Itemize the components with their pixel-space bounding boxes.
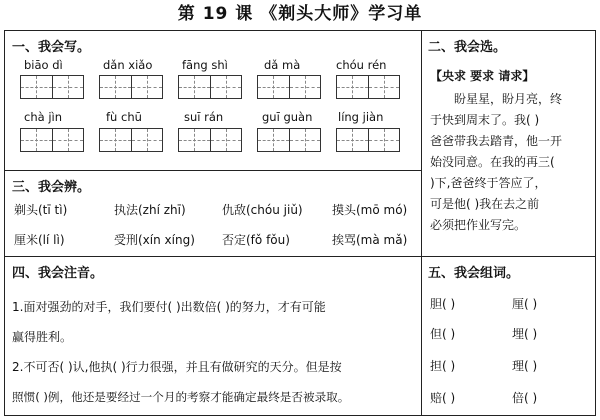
passage-line: 赢得胜利。 bbox=[12, 330, 73, 344]
word-group-item[interactable]: 担( ) bbox=[430, 359, 456, 373]
word-group-item[interactable]: 但( ) bbox=[430, 327, 456, 341]
word-group-item[interactable]: 赔( ) bbox=[430, 391, 456, 405]
pinyin-label: dǎ mà bbox=[264, 58, 301, 72]
distinguish-item: 仇敌(chóu jiǔ) bbox=[222, 203, 303, 217]
word-group-item[interactable]: 胆( ) bbox=[430, 297, 456, 311]
writing-grid[interactable] bbox=[336, 75, 400, 99]
writing-grid[interactable] bbox=[99, 75, 163, 99]
pinyin-label: suī rán bbox=[184, 110, 224, 124]
passage-line: 照惯( )例，他还是要经过一个月的考察才能确定最终是否被录取。 bbox=[12, 390, 350, 404]
word-group-item[interactable]: 埋( ) bbox=[512, 327, 538, 341]
passage-line: 爸爸带我去踏青，他一开 bbox=[430, 134, 563, 148]
writing-grid[interactable] bbox=[178, 128, 242, 152]
distinguish-item: 否定(fǒ fǒu) bbox=[222, 233, 290, 247]
section-4-heading: 四、我会注音。 bbox=[12, 266, 104, 281]
section-divider bbox=[4, 256, 596, 257]
section-5-heading: 五、我会组词。 bbox=[428, 266, 520, 281]
distinguish-item: 厘米(lí lì) bbox=[14, 233, 65, 247]
pinyin-label: guī guàn bbox=[262, 110, 313, 124]
word-options: 【央求 要求 请求】 bbox=[430, 69, 535, 83]
writing-grid[interactable] bbox=[99, 128, 163, 152]
pinyin-label: chóu rén bbox=[336, 58, 387, 72]
passage-line: )下,爸爸终于答应了， bbox=[430, 176, 547, 190]
section-1-heading: 一、我会写。 bbox=[12, 40, 91, 55]
passage-line: 于快到周末了。我( ) bbox=[430, 113, 540, 127]
passage-line: 1.面对强劲的对手，我们要付( )出数倍( )的努力，才有可能 bbox=[12, 300, 326, 314]
section-3-heading: 三、我会辨。 bbox=[12, 180, 91, 195]
page-title: 第 19 课 《剃头大师》学习单 bbox=[177, 4, 423, 24]
column-divider bbox=[421, 30, 422, 416]
distinguish-item: 剃头(tī tì) bbox=[14, 203, 68, 217]
passage-line: 2.不可否( )认,他执( )行力很强，并且有做研究的天分。但是按 bbox=[12, 360, 342, 374]
pinyin-label: chà jìn bbox=[24, 110, 62, 124]
pinyin-label: biāo dì bbox=[24, 58, 63, 72]
phonetic-passage bbox=[12, 292, 417, 412]
writing-grid[interactable] bbox=[20, 75, 84, 99]
distinguish-item: 受刑(xín xíng) bbox=[114, 233, 195, 247]
distinguish-item: 挨骂(mà mǎ) bbox=[332, 233, 408, 247]
writing-grid[interactable] bbox=[336, 128, 400, 152]
passage-line: 可是他( )我在去之前 bbox=[430, 197, 540, 211]
section-2-heading: 二、我会选。 bbox=[428, 40, 507, 55]
writing-grid[interactable] bbox=[20, 128, 84, 152]
pinyin-label: dǎn xiǎo bbox=[103, 58, 153, 72]
writing-grid[interactable] bbox=[178, 75, 242, 99]
distinguish-item: 执法(zhí zhī) bbox=[114, 203, 186, 217]
distinguish-item: 摸头(mō mó) bbox=[332, 203, 408, 217]
pinyin-label: líng jiàn bbox=[338, 110, 384, 124]
word-group-item[interactable]: 倍( ) bbox=[512, 391, 538, 405]
writing-grid[interactable] bbox=[257, 75, 321, 99]
pinyin-label: fāng shì bbox=[182, 58, 228, 72]
word-group-item[interactable]: 理( ) bbox=[512, 359, 538, 373]
word-group-item[interactable]: 厘( ) bbox=[512, 297, 538, 311]
passage-line: 必须把作业写完。 bbox=[430, 218, 527, 232]
writing-grid[interactable] bbox=[257, 128, 321, 152]
fill-passage bbox=[430, 89, 592, 236]
passage-line: 盼星星，盼月亮，终 bbox=[454, 92, 563, 106]
passage-line: 始没同意。在我的再三( bbox=[430, 155, 555, 169]
pinyin-label: fù chū bbox=[106, 110, 142, 124]
section-divider bbox=[4, 170, 421, 171]
